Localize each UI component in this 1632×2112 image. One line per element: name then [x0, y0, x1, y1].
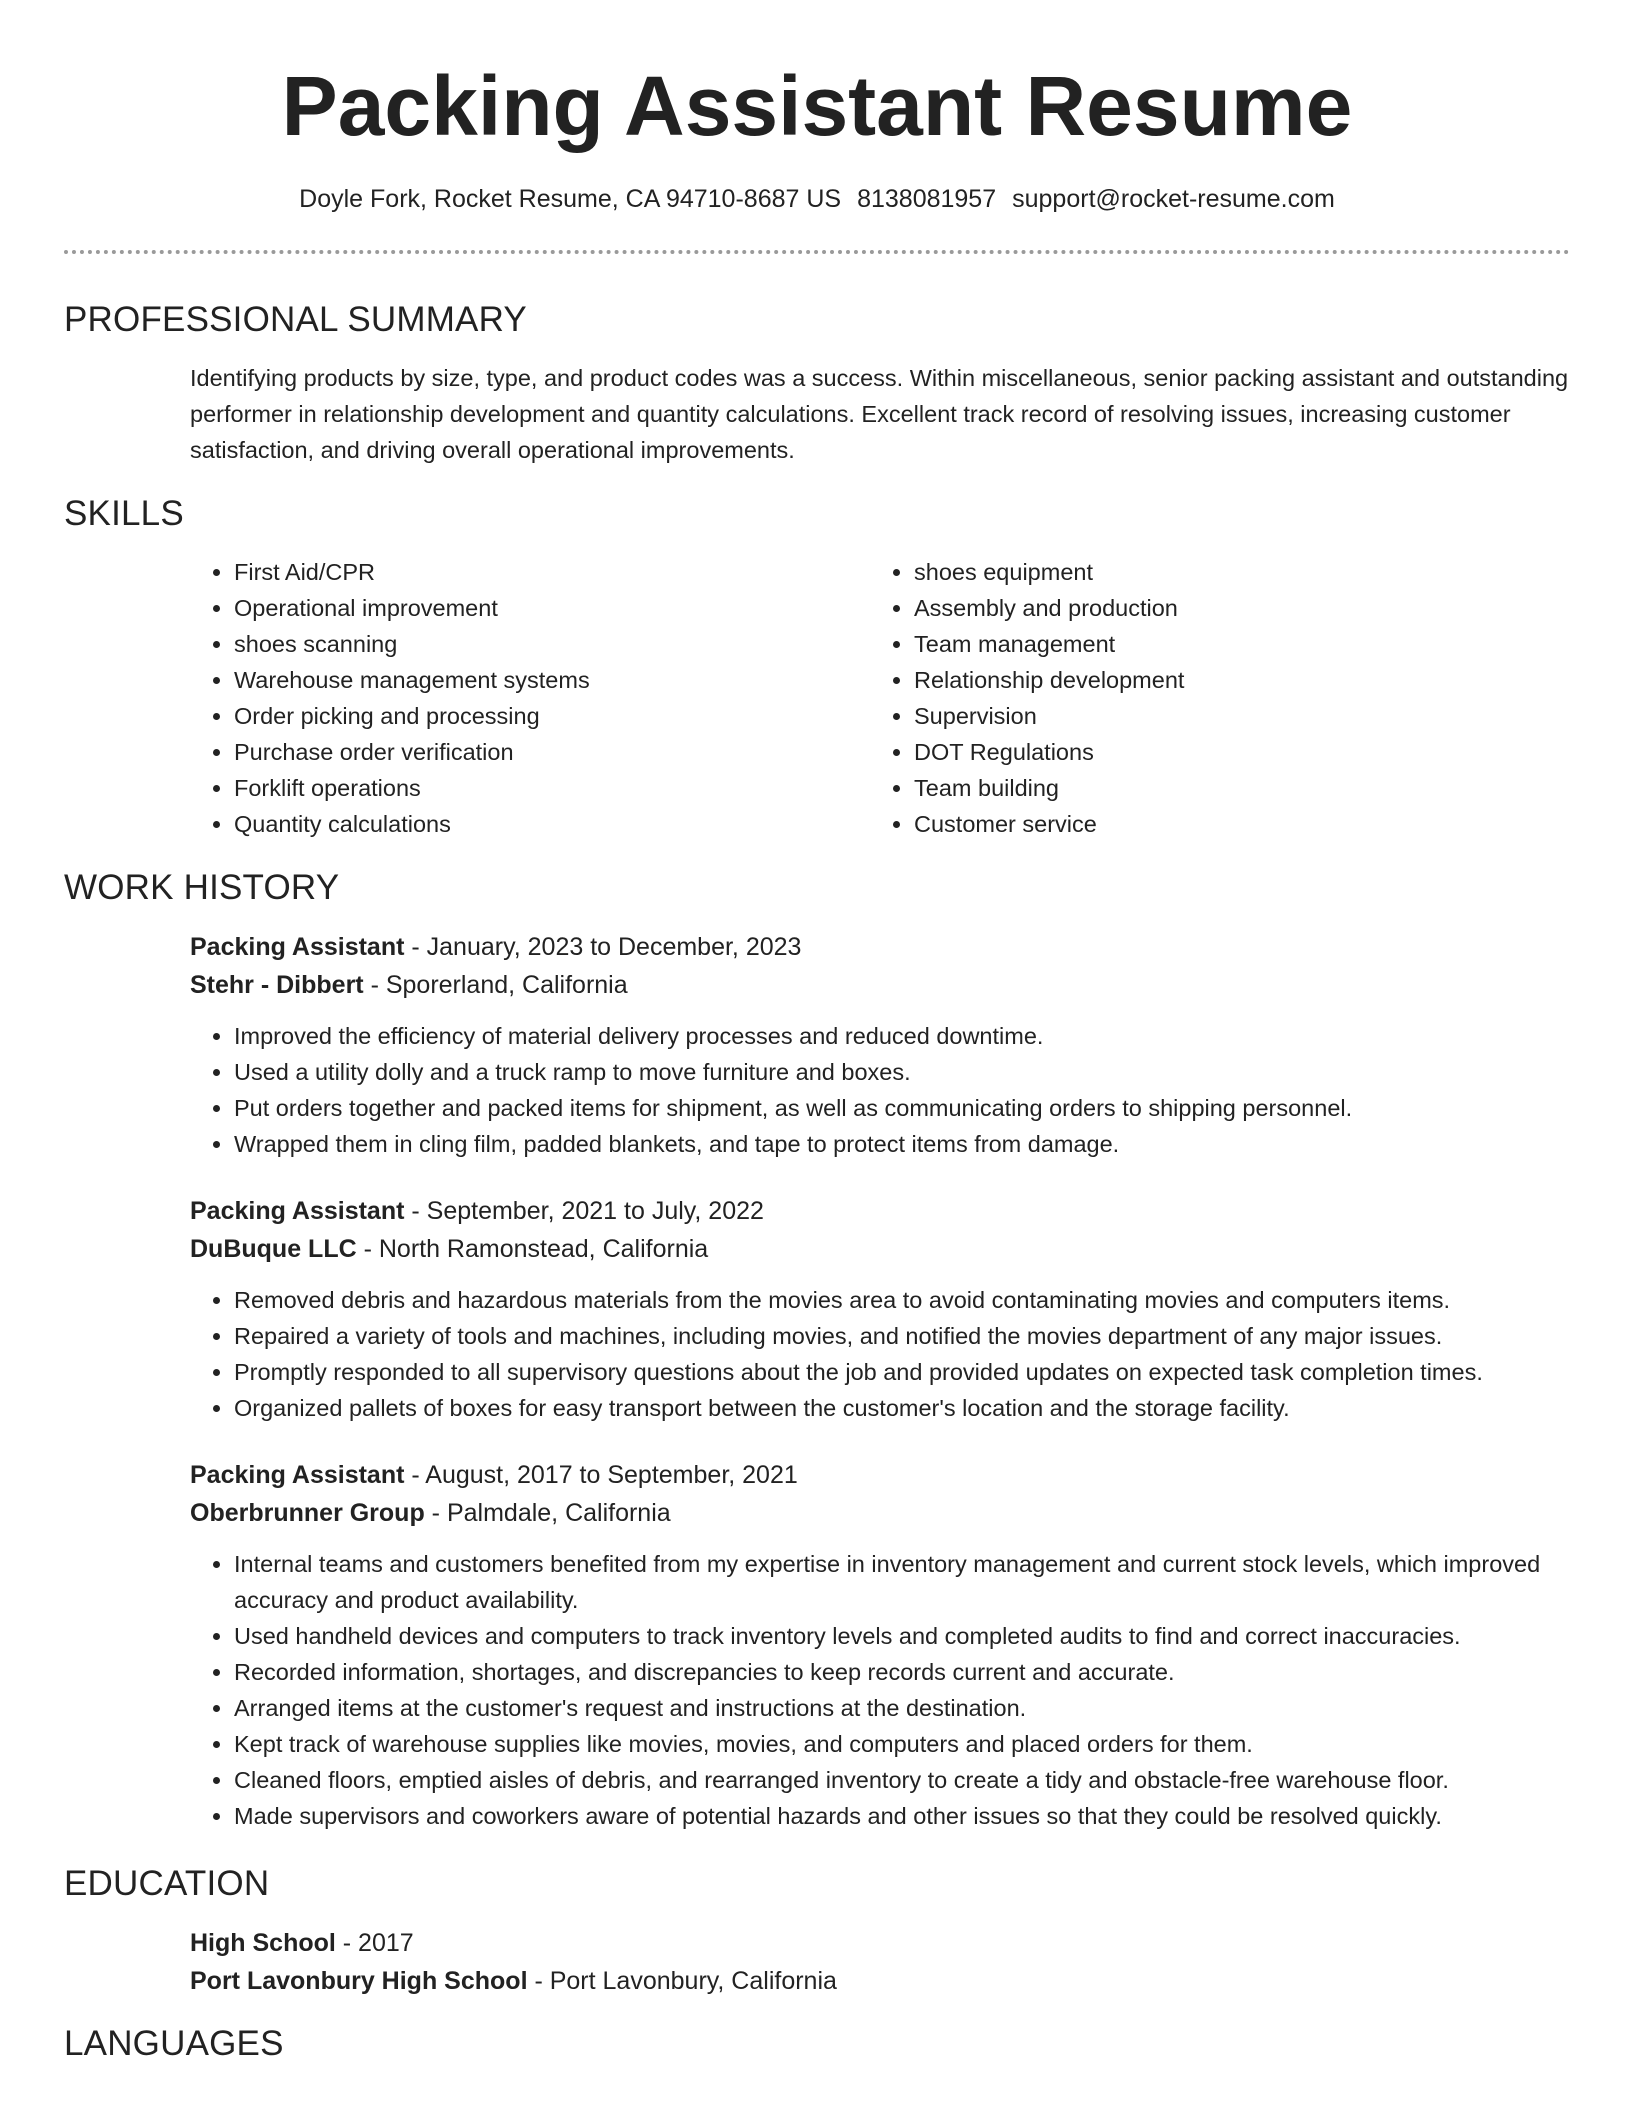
job-dates: - January, 2023 to December, 2023 [404, 933, 802, 961]
skill-item: • First Aid/CPR [234, 554, 870, 590]
job-entry [190, 1192, 1570, 1426]
skill-item: • Operational improvement [234, 590, 870, 626]
job-bullet: • Improved the efficiency of material delivery processes and reduced downtime. [234, 1018, 1574, 1054]
job-title: Packing Assistant [190, 1197, 405, 1225]
job-bullets [190, 1546, 1574, 1834]
job-bullet: • Removed debris and hazardous materials from the movies area to avoid contaminating movies and computers items. [234, 1282, 1574, 1318]
job-bullet: • Internal teams and customers benefited from my expertise in inventory management and current stock levels, which improved accuracy and product availability. [234, 1546, 1574, 1618]
job-dates: - August, 2017 to September, 2021 [404, 1461, 798, 1489]
education-degree-line [190, 1924, 1570, 1962]
education-school: Port Lavonbury High School [190, 1967, 528, 1995]
skill-item: • Team building [914, 770, 1554, 806]
languages-heading: LANGUAGES [64, 2024, 284, 2063]
job-bullet: • Kept track of warehouse supplies like movies, movies, and computers and placed orders for them. [234, 1726, 1574, 1762]
work-history-heading: WORK HISTORY [64, 868, 340, 907]
skill-item: • Relationship development [914, 662, 1554, 698]
job-entry [190, 928, 1570, 1162]
skills-grid [190, 554, 1570, 842]
skill-item: • shoes scanning [234, 626, 870, 662]
job-title-line [190, 1192, 1570, 1230]
skill-item: • Warehouse management systems [234, 662, 870, 698]
summary-heading: PROFESSIONAL SUMMARY [64, 300, 527, 339]
job-title: Packing Assistant [190, 1461, 405, 1489]
job-bullet: • Wrapped them in cling film, padded blankets, and tape to protect items from damage. [234, 1126, 1574, 1162]
job-bullet: • Put orders together and packed items for shipment, as well as communicating orders to shipping personnel. [234, 1090, 1574, 1126]
education-entry [190, 1924, 1570, 2000]
job-location: - Palmdale, California [424, 1499, 671, 1527]
education-heading: EDUCATION [64, 1864, 270, 1903]
skill-item: • Supervision [914, 698, 1554, 734]
skill-item: • shoes equipment [914, 554, 1554, 590]
job-bullet: • Promptly responded to all supervisory questions about the job and provided updates on expected task completion times. [234, 1354, 1574, 1390]
education-year: - 2017 [335, 1929, 414, 1957]
education-degree: High School [190, 1929, 336, 1957]
job-bullet: • Used handheld devices and computers to track inventory levels and completed audits to find and correct inaccuracies. [234, 1618, 1574, 1654]
education-location: - Port Lavonbury, California [527, 1967, 837, 1995]
skills-heading: SKILLS [64, 494, 184, 533]
job-company: Stehr - Dibbert [190, 971, 364, 999]
skill-item: • DOT Regulations [914, 734, 1554, 770]
contact-phone: 8138081957 [857, 185, 997, 213]
page-title: Packing Assistant Resume [281, 59, 1353, 153]
summary-text: Identifying products by size, type, and product codes was a success. Within miscellaneous, senior packing assistant and outstanding performer in relationship development and quantity calculations. Excellent track record of resolving issues, increasing customer satisfaction, and driving overall operational improvements. [190, 365, 1569, 463]
job-company: DuBuque LLC [190, 1235, 357, 1263]
skill-item: • Purchase order verification [234, 734, 870, 770]
job-bullet: • Arranged items at the customer's request and instructions at the destination. [234, 1690, 1574, 1726]
header-divider [64, 250, 1570, 254]
skill-item: • Customer service [914, 806, 1554, 842]
job-company-line [190, 1230, 1570, 1268]
skill-item: • Quantity calculations [234, 806, 870, 842]
resume-page [64, 0, 1570, 2066]
skill-item: • Order picking and processing [234, 698, 870, 734]
job-company-line [190, 1494, 1570, 1532]
job-bullet: • Repaired a variety of tools and machines, including movies, and notified the movies department of any major issues. [234, 1318, 1574, 1354]
job-title-line [190, 1456, 1570, 1494]
education-school-line [190, 1962, 1570, 2000]
job-location: - Sporerland, California [363, 971, 628, 999]
job-bullet: • Cleaned floors, emptied aisles of debris, and rearranged inventory to create a tidy and obstacle-free warehouse floor. [234, 1762, 1574, 1798]
job-bullet: • Used a utility dolly and a truck ramp to move furniture and boxes. [234, 1054, 1574, 1090]
job-title-line [190, 928, 1570, 966]
job-bullets [190, 1018, 1574, 1162]
contact-address: Doyle Fork, Rocket Resume, CA 94710-8687 US [299, 185, 842, 213]
job-company: Oberbrunner Group [190, 1499, 425, 1527]
job-location: - North Ramonstead, California [356, 1235, 709, 1263]
job-bullet: • Recorded information, shortages, and discrepancies to keep records current and accurate. [234, 1654, 1574, 1690]
skills-list-left [190, 554, 870, 842]
job-bullet: • Organized pallets of boxes for easy transport between the customer's location and the storage facility. [234, 1390, 1574, 1426]
job-entry [190, 1456, 1570, 1834]
skill-item: • Forklift operations [234, 770, 870, 806]
job-bullets [190, 1282, 1574, 1426]
skill-item: • Team management [914, 626, 1554, 662]
job-title: Packing Assistant [190, 933, 405, 961]
skills-list-right [870, 554, 1554, 842]
contact-info [64, 182, 1570, 216]
job-bullet: • Made supervisors and coworkers aware of potential hazards and other issues so that they could be resolved quickly. [234, 1798, 1574, 1834]
job-dates: - September, 2021 to July, 2022 [404, 1197, 764, 1225]
contact-email: support@rocket-resume.com [1012, 185, 1335, 213]
job-company-line [190, 966, 1570, 1004]
skill-item: • Assembly and production [914, 590, 1554, 626]
